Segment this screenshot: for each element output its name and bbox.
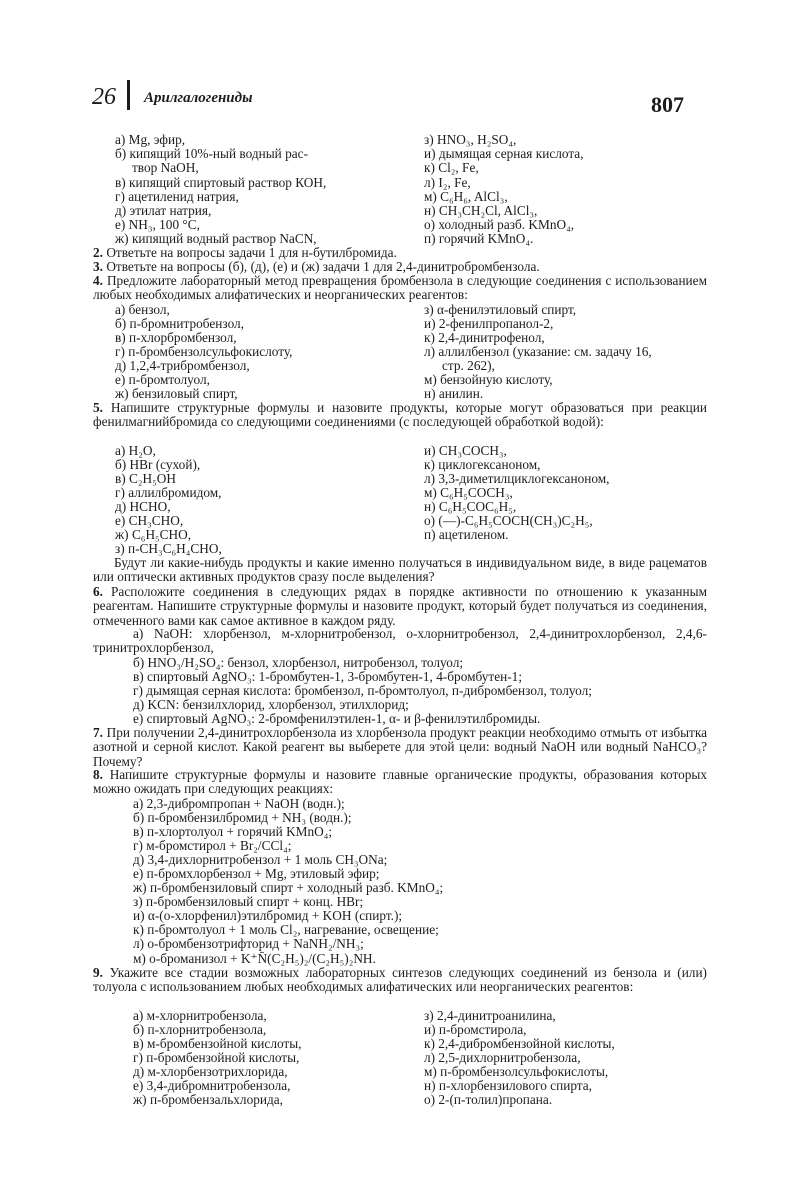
list-item: г) дымящая серная кислота: бромбензол, п-бромтолуол, п-дибромбензол, толуол; [133,683,592,698]
list-item: е) п-бромтолуол, [115,372,210,387]
list-item: б) п-хлорнитробензола, [133,1022,267,1037]
list-item: ж) кипящий водный раствор NaCN, [115,231,317,246]
list-item: о) холодный разб. KMnO₄, [424,217,575,232]
list-item: е) CH₃CHO, [115,513,184,528]
list-item: д) KCN: бензилхлорид, хлорбензол, этилхлорид; [133,697,409,712]
list-item: д) м-хлорбензотрихлорида, [133,1064,288,1079]
list-item: г) п-бромбензойной кислоты, [133,1050,300,1065]
problem-9 [93,966,707,995]
list-item: п) горячий KMnO₄. [424,231,534,246]
list-item: а) NaOH: хлорбензол, м-хлорнитробензол, о-хлорнитробензол, 2,4-динитрохлорбензол, 2,4,6-тринитрохлорбензол, [93,626,707,656]
list-item: стр. 262), [442,358,495,373]
problem-number: 3. [93,259,103,274]
list-item: м) бензойную кислоту, [424,372,553,387]
list-item: к) циклогексаноном, [424,457,541,472]
list-item: г) аллилбромидом, [115,485,222,500]
problem-text: Ответьте на вопросы задачи 1 для н-бутилбромида. [106,245,397,260]
problem-4 [93,274,707,303]
list-item: е) 3,4-дибромнитробензола, [133,1078,291,1093]
list-item: а) м-хлорнитробензола, [133,1008,267,1023]
list-item: м) п-бромбензолсульфокислоты, [424,1064,609,1079]
problem-text: Ответьте на вопросы (б), (д), (е) и (ж) задачи 1 для 2,4-динитробромбензола. [106,259,540,274]
list-item: в) м-бромбензойной кислоты, [133,1036,302,1051]
list-item: б) HBr (сухой), [115,457,201,472]
problem-number: 2. [93,245,103,260]
problem-number: 9. [93,965,103,980]
problem-text: Напишите структурные формулы и назовите главные органические продукты, образования которых можно ожидать при следующих реакциях: [93,767,707,797]
list-item: д) этилат натрия, [115,203,212,218]
list-item: ж) п-бромбензиловый спирт + холодный разб. KMnO₄; [133,880,444,895]
list-item: д) HCHO, [115,499,171,514]
problem-number: 8. [93,767,103,782]
list-item: ж) п-бромбензальхлорида, [133,1092,283,1107]
list-item: ж) C₆H₅CHO, [115,527,192,542]
problem-7 [93,726,707,769]
list-item: л) аллилбензол (указание: см. задачу 16, [424,344,652,359]
list-item: б) HNO₃/H₂SO₄: бензол, хлорбензол, нитробензол, толуол; [133,655,464,670]
list-item: г) п-бромбензолсульфокислоту, [115,344,293,359]
list-item: н) C₆H₅COC₆H₅, [424,499,517,514]
list-item: и) α-(о-хлорфенил)этилбромид + KOH (спирт.); [133,908,403,923]
list-item: в) спиртовый AgNO₃: 1-бромбутен-1, 3-бромбутен-1, 4-бромбутен-1; [133,669,523,684]
list-item: и) CH₃COCH₃, [424,443,507,458]
list-item: б) п-бромнитробензол, [115,316,245,331]
problem-5 [93,401,707,430]
problem-8 [93,768,707,797]
list-item: г) м-бромстирол + Br₂/CCl₄; [133,838,292,853]
list-item: м) C₆H₅COCH₃, [424,485,513,500]
list-item: п) ацетиленом. [424,527,509,542]
list-item: в) п-хлорбромбензол, [115,330,237,345]
list-item: д) 3,4-дихлорнитробензол + 1 моль CH₃ONa; [133,852,388,867]
list-item: з) HNO₃, H₂SO₄, [424,132,517,147]
list-item: е) NH₃, 100 °C, [115,217,200,232]
list-item: к) п-бромтолуол + 1 моль Cl₂, нагревание, освещение; [133,922,439,937]
list-item: к) 2,4-дибромбензойной кислоты, [424,1036,615,1051]
list-item: з) п-бромбензиловый спирт + конц. HBr; [133,894,364,909]
list-item: н) п-хлорбензилового спирта, [424,1078,592,1093]
list-item: а) бензол, [115,302,170,317]
list-item: д) 1,2,4-трибромбензол, [115,358,250,373]
list-item: в) кипящий спиртовый раствор КОН, [115,175,327,190]
problem-text: При получении 2,4-динитрохлорбензола из хлорбензола продукт реакции необходимо отмыть от избытка азотной и серной кислот. Какой реагент вы выберете для этой цели: водный NaOH или водный NaHCO₃? Почему? [93,725,708,769]
header-divider [127,80,130,110]
list-item: в) C₂H₅OH [115,471,176,486]
list-item: з) α-фенилэтиловый спирт, [424,302,577,317]
list-item: л) I₂, Fe, [424,175,471,190]
list-item: л) 2,5-дихлорнитробензола, [424,1050,581,1065]
list-item: о) 2-(п-толил)пропана. [424,1092,553,1107]
chapter-title: Арилгалогениды [144,90,253,106]
problem-number: 6. [93,584,103,599]
list-item: а) H₂O, [115,443,156,458]
problem-5-followup: Будут ли какие-нибудь продукты и какие именно получаться в индивидуальном виде, в виде рацематов или оптически активных продуктов сразу после выделения? [93,555,707,585]
list-item: з) 2,4-динитроанилина, [424,1008,556,1023]
chapter-number: 26 [92,84,116,110]
list-item: о) (—)-C₆H₅COCH(CH₃)C₂H₅, [424,513,593,528]
list-item: з) п-CH₃C₆H₄CHO, [115,541,222,556]
list-item: е) спиртовый AgNO₃: 2-бромфенилэтилен-1, α- и β-фенилэтилбромиды. [133,711,541,726]
problem-number: 7. [93,725,103,740]
problem-number: 5. [93,400,103,415]
list-item: н) анилин. [424,386,484,401]
problem-text: Напишите структурные формулы и назовите продукты, которые могут образоваться при реакции фенилмагнийбромида со следующими соединениями (с последующей обработкой водой): [93,400,707,430]
list-item: к) 2,4-динитрофенол, [424,330,545,345]
problem-number: 4. [93,273,103,288]
list-item: м) C₆H₆, AlCl₃, [424,189,508,204]
list-item: г) ацетиленид натрия, [115,189,239,204]
page-number: 807 [651,92,684,117]
list-item: н) CH₃CH₂Cl, AlCl₃, [424,203,538,218]
list-item: а) Mg, эфир, [115,132,186,147]
list-item: е) п-бромхлорбензол + Mg, этиловый эфир; [133,866,380,881]
problem-text: Предложите лабораторный метод превращения бромбензола в следующие соединения с использованием любых необходимых алифатических и неорганических реагентов: [93,273,707,303]
list-item: б) п-бромбензилбромид + NH₃ (водн.); [133,810,352,825]
problem-text: Расположите соединения в следующих рядах в порядке активности по отношению к указанным реагентам. Напишите структурные формулы и назовите продукт, который будет получаться из соединения, отмеченного вами как самое активное в каждом ряду. [93,584,707,628]
list-item: и) дымящая серная кислота, [424,146,584,161]
list-item: л) о-бромбензотрифторид + NaNH₂/NH₃; [133,936,364,951]
list-item: твор NaOH, [132,160,199,175]
list-item: л) 3,3-диметилциклогексаноном, [424,471,610,486]
list-item: в) п-хлортолуол + горячий KMnO₄; [133,824,333,839]
list-item: м) о-броманизол + K⁺N̄(C₂H₅)₂/(C₂H₅)₂NH. [133,951,376,966]
list-item: а) 2,3-дибромпропан + NaOH (водн.); [133,796,345,811]
problem-6 [93,585,707,628]
list-item: и) 2-фенилпропанол-2, [424,316,554,331]
list-item: и) п-бромстирола, [424,1022,527,1037]
problem-text: Укажите все стадии возможных лабораторных синтезов следующих соединений из бензола и (или) толуола с использованием любых необходимых алифатических или неорганических реагентов: [93,965,707,995]
list-item: б) кипящий 10%-ный водный рас- [115,146,308,161]
list-item: ж) бензиловый спирт, [115,386,238,401]
list-item: к) Cl₂, Fe, [424,160,479,175]
